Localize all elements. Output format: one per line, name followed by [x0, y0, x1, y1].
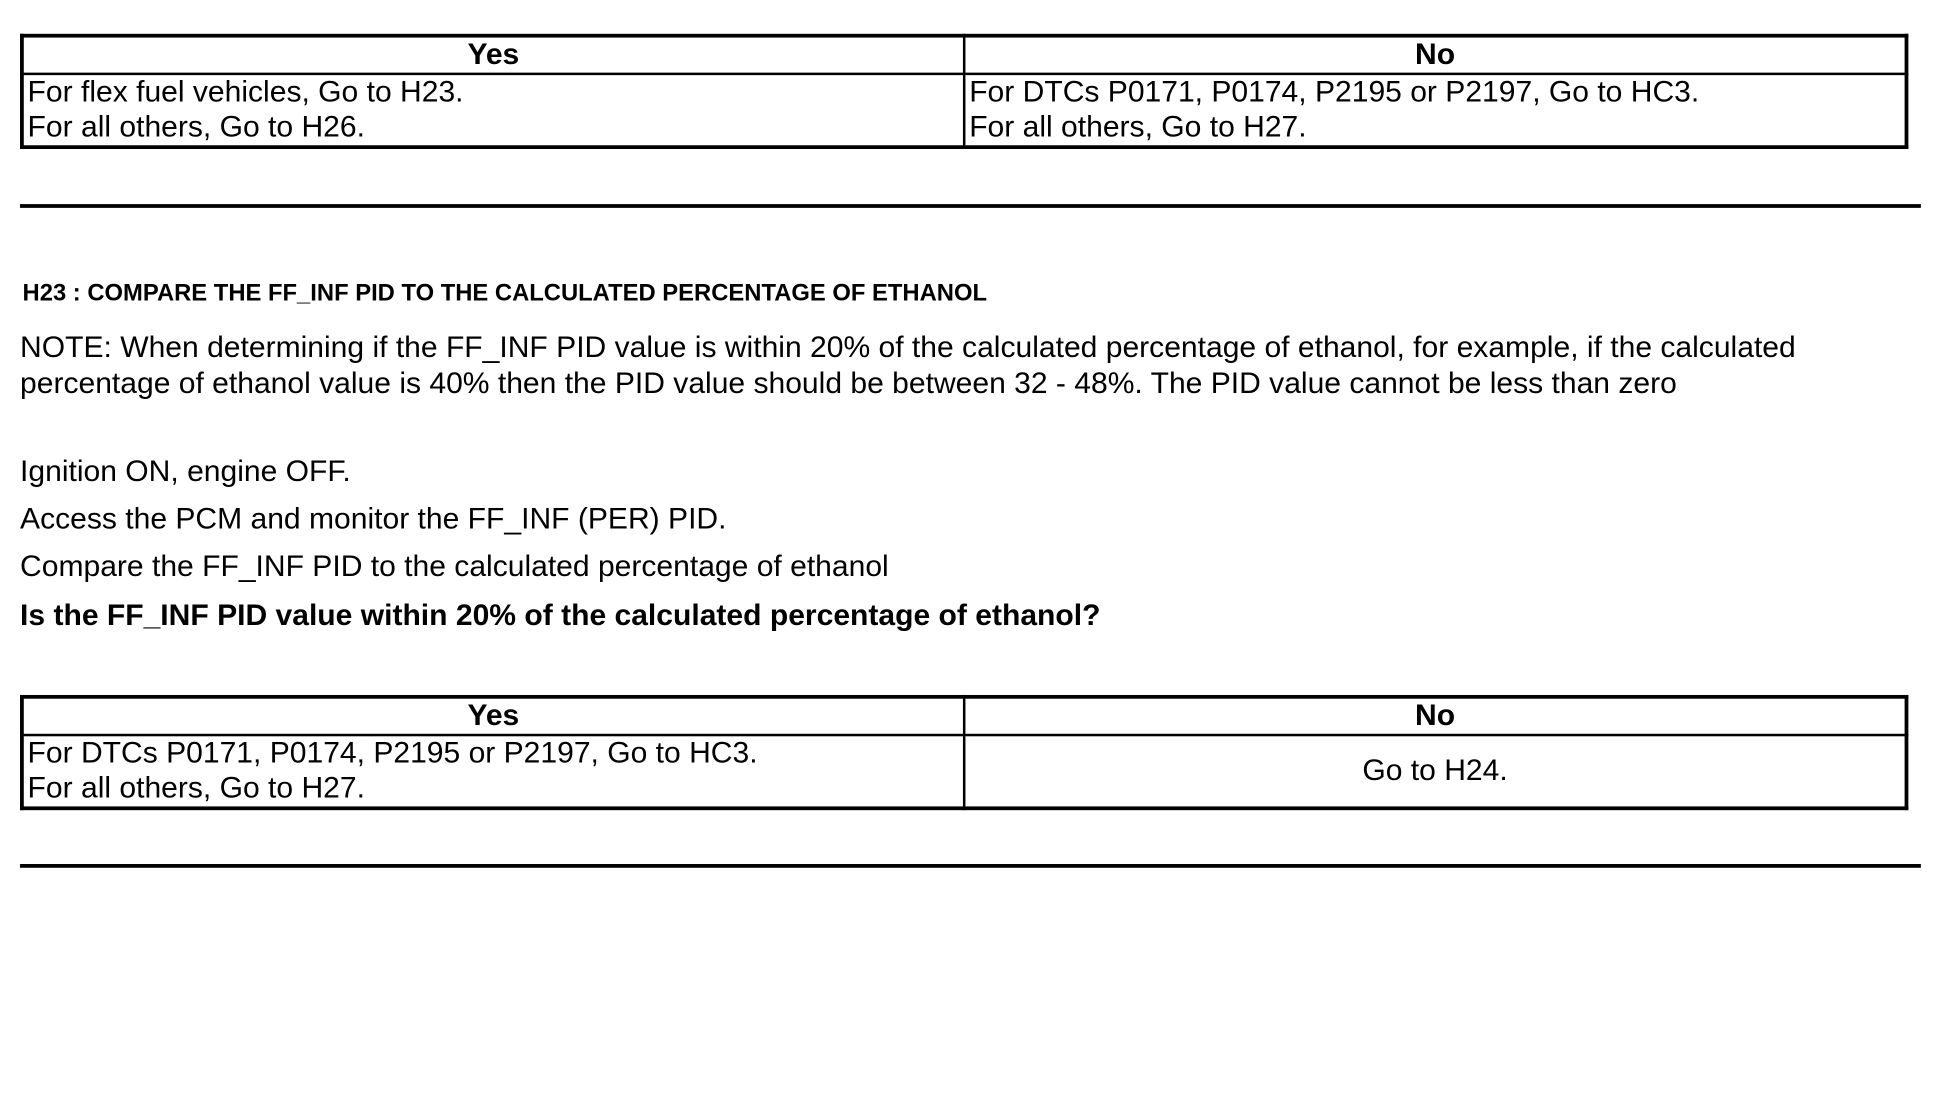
note-text: NOTE: When determining if the FF_INF PID value is within 20% of the calculated percentage of ethanol, for example, if the calculated percentage of ethanol value is 40% then the PID value should be between 32 - 48%. The PID value cannot be less than zero — [20, 330, 1796, 401]
table-row — [22, 735, 1907, 808]
result-table-h22 — [20, 34, 1908, 149]
no-header: No — [964, 36, 1906, 74]
step-question: Is the FF_INF PID value within 20% of the calculated percentage of ethanol? — [20, 598, 1101, 633]
section-divider — [20, 204, 1921, 208]
section-divider-bottom — [20, 864, 1921, 868]
yes-line-2: For all others, Go to H27. — [27, 771, 365, 806]
yes-header: Yes — [22, 36, 964, 74]
step-heading: H23 : COMPARE THE FF_INF PID TO THE CALCULATED PERCENTAGE OF ETHANOL — [22, 280, 988, 307]
yes-line-2: For all others, Go to H26. — [27, 110, 365, 145]
table-header-row — [22, 697, 1907, 735]
yes-line-1: For DTCs P0171, P0174, P2195 or P2197, Go to HC3. — [27, 736, 758, 771]
yes-cell — [22, 74, 964, 147]
no-line-2: For all others, Go to H27. — [969, 110, 1307, 145]
yes-header: Yes — [22, 697, 964, 735]
step-1: Ignition ON, engine OFF. — [20, 454, 351, 489]
yes-line-1: For flex fuel vehicles, Go to H23. — [27, 75, 464, 109]
result-table-h23 — [20, 695, 1908, 810]
no-cell — [964, 74, 1906, 147]
step-2: Access the PCM and monitor the FF_INF (PER) PID. — [20, 502, 727, 536]
no-cell: Go to H24. — [964, 735, 1906, 808]
yes-cell — [22, 735, 964, 808]
step-3: Compare the FF_INF PID to the calculated percentage of ethanol — [20, 549, 889, 584]
no-line-1: For DTCs P0171, P0174, P2195 or P2197, Go to HC3. — [969, 75, 1700, 109]
table-row — [22, 74, 1907, 147]
no-header: No — [964, 697, 1906, 735]
table-header-row — [22, 36, 1907, 74]
